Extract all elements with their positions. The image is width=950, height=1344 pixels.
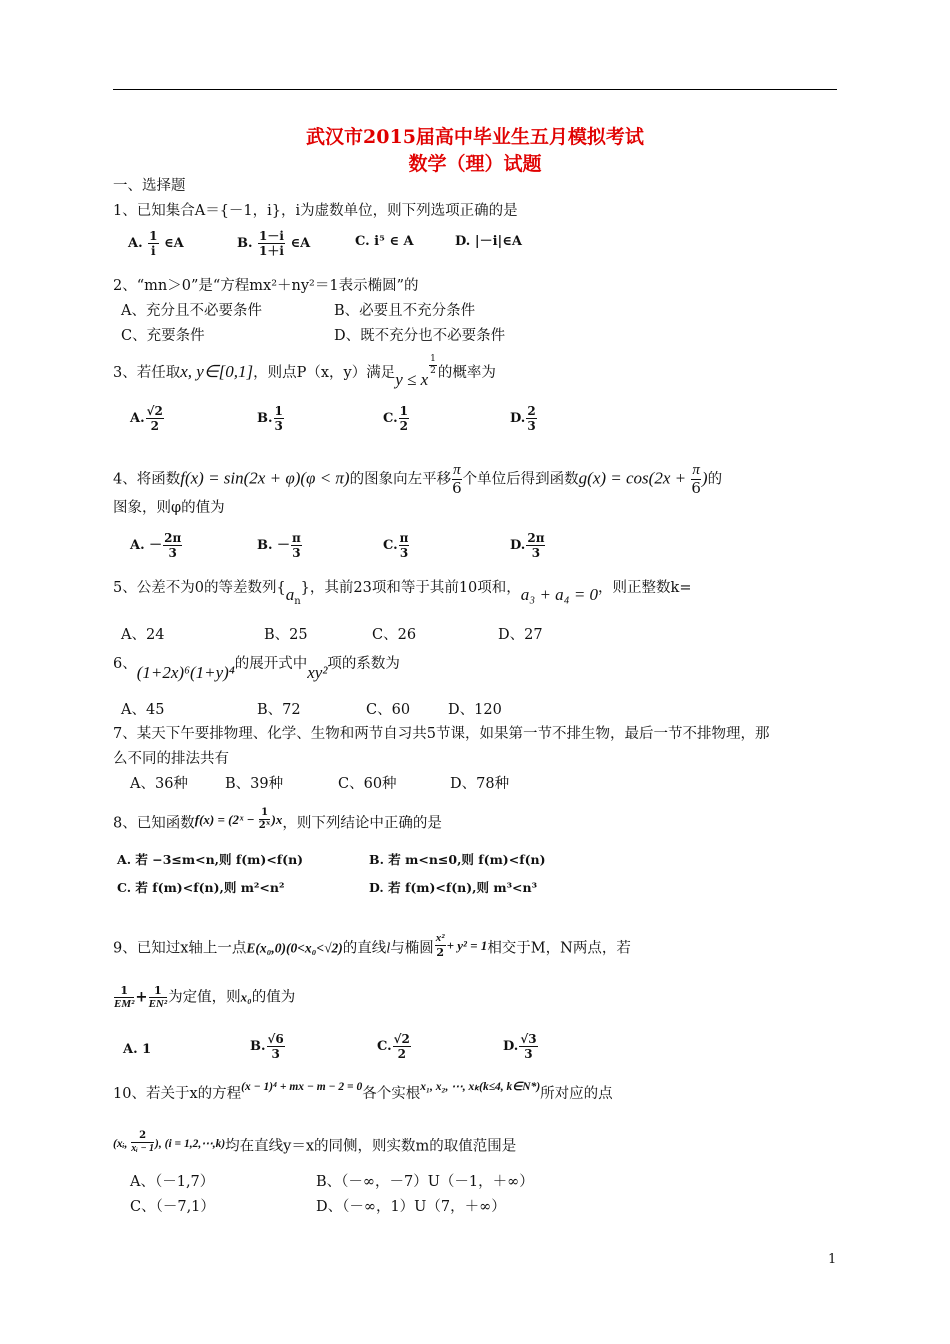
q4-option-a: A. － $\frac{2\pi}{3}$ <box>130 531 182 560</box>
q1-option-b: B. $\frac{1-i}{1+i}$ ∈A <box>237 229 311 258</box>
q6-option-d: D、120 <box>448 702 502 718</box>
q8-option-b: B. 若 m<n≤0,则 f(m)<f(n) <box>369 852 546 867</box>
exam-subtitle: 数学（理）试题 <box>408 153 542 175</box>
q5-option-b: B、25 <box>264 627 308 643</box>
q2-option-a: A、充分且不必要条件 <box>121 303 262 319</box>
q10-option-c: C、（－7,1） <box>130 1199 215 1215</box>
q10-option-a: A、（－1,7） <box>130 1174 215 1190</box>
q4-stem-line2: 图象，则φ的值为 <box>113 500 225 516</box>
q4-option-b: B. － $\frac{\pi}{3}$ <box>257 531 301 560</box>
q2-option-d: D、既不充分也不必要条件 <box>334 328 506 344</box>
q8-stem: 8、已知函数f(x) = (2ˣ − $\frac{1}{\text{2ˣ}}$ )x，则下列结论中正确的是 <box>113 807 442 832</box>
q8-option-a: A. 若 −3≤m<n,则 f(m)<f(n) <box>117 852 304 867</box>
section-heading: 一、选择题 <box>113 178 186 194</box>
q7-stem-line2: 么不同的排法共有 <box>113 751 229 767</box>
q3-option-b: B. $\frac{1}{3}$ <box>257 404 283 433</box>
q1-option-c: C. i⁵ ∈ A <box>355 234 414 249</box>
q10-option-b: B、（－∞，－7）U（－1，＋∞） <box>316 1174 534 1190</box>
q6-option-b: B、72 <box>257 702 301 718</box>
page-number: 1 <box>828 1252 837 1267</box>
q1-stem: 1、已知集合A＝{－1，i}，i为虚数单位，则下列选项正确的是 <box>113 203 518 219</box>
exam-title: 武汉市2015届高中毕业生五月模拟考试 <box>306 126 644 148</box>
q4-option-c: C. $\frac{\pi}{3}$ <box>383 531 409 560</box>
q9-stem: 9、已知过x轴上一点E(x₀,0)(0<x₀<√2)的直线l与椭圆 $\frac{\text{x²}}{2}$ + y² = 1相交于M，N两点，若 <box>113 932 631 959</box>
q9-option-c: C. $\frac{√2}{2}$ <box>377 1032 410 1061</box>
q6-option-c: C、60 <box>366 702 411 718</box>
q1-option-d: D. |－i|∈A <box>455 234 522 249</box>
q5-option-c: C、26 <box>372 627 417 643</box>
q4-stem: 4、将函数f(x) = sin(2x + φ)(φ < π)的图象向左平移 $\frac{\pi}{6}$ 个单位后得到函数g(x) = cos(2x + $\frac{\pi}{6}$ )的 <box>113 462 723 497</box>
q5-stem: 5、公差不为0的等差数列$\{a_n\}$，其前23项和等于其前10项和，a₃ + a₄ = 0，则正整数k= <box>113 580 692 607</box>
q3-option-c: C. $\frac{1}{2}$ <box>383 404 409 433</box>
q7-stem-line1: 7、某天下午要排物理、化学、生物和两节自习共5节课，如果第一节不排生物，最后一节不排物理，那 <box>113 726 770 742</box>
q5-option-d: D、27 <box>498 627 543 643</box>
q3-option-a: A. $\frac{√2}{2}$ <box>130 404 163 433</box>
q8-option-d: D. 若 f(m)<f(n),则 m³<n³ <box>369 880 538 895</box>
q7-option-d: D、78种 <box>450 776 510 792</box>
q9-option-d: D. $\frac{√3}{3}$ <box>503 1032 537 1061</box>
q10-stem-line2: $^{(xᵢ,}$ $\frac{2}{\text{xᵢ − 1}}$ $^{), (i = 1,2,\cdots,k)}$均在直线y＝x的同侧，则实数m的取值范围是 <box>113 1130 517 1155</box>
q4-option-d: D. $\frac{2\pi}{3}$ <box>510 531 545 560</box>
q5-option-a: A、24 <box>121 627 165 643</box>
q9-stem-line2: $\frac{1}{\text{EM²}}$ + $\frac{1}{\text{EN²}}$ 为定值，则x₀的值为 <box>114 984 296 1010</box>
q2-option-b: B、必要且不充分条件 <box>334 303 476 319</box>
q6-stem: 6、(1+2x)⁶(1+y)⁴的展开式中xy²项的系数为 <box>113 656 400 682</box>
q1-option-a: A. $\frac{1}{i}$ ∈A <box>128 229 184 258</box>
q10-option-d: D、（－∞，1）U（7，＋∞） <box>316 1199 506 1215</box>
q3-option-d: D. $\frac{2}{3}$ <box>510 404 536 433</box>
q7-option-a: A、36种 <box>130 776 188 792</box>
q6-option-a: A、45 <box>121 702 165 718</box>
header-rule <box>113 89 837 90</box>
q9-option-b: B. $\frac{√6}{3}$ <box>250 1032 284 1061</box>
q8-option-c: C. 若 f(m)<f(n),则 m²<n² <box>117 880 285 895</box>
q2-option-c: C、充要条件 <box>121 328 205 344</box>
q7-option-c: C、60种 <box>338 776 397 792</box>
q7-option-b: B、39种 <box>225 776 284 792</box>
q2-stem: 2、“mn＞0”是“方程mx²＋ny²＝1表示椭圆”的 <box>113 278 419 294</box>
q9-option-a: A. 1 <box>123 1042 152 1057</box>
q10-stem: 10、若关于x的方程$^{(x - 1)^4 + mx - m - 2 = 0}$各个实根$^{x_1, x_2, \cdots, x_k(k\le 4, k\in N*)}$所对应的点 <box>113 1081 613 1102</box>
q3-stem: 3、若任取x, y∈[0,1]，则点P（x，y）满足y ≤ x $\frac{1}{2}$ 的概率为 <box>113 353 496 389</box>
